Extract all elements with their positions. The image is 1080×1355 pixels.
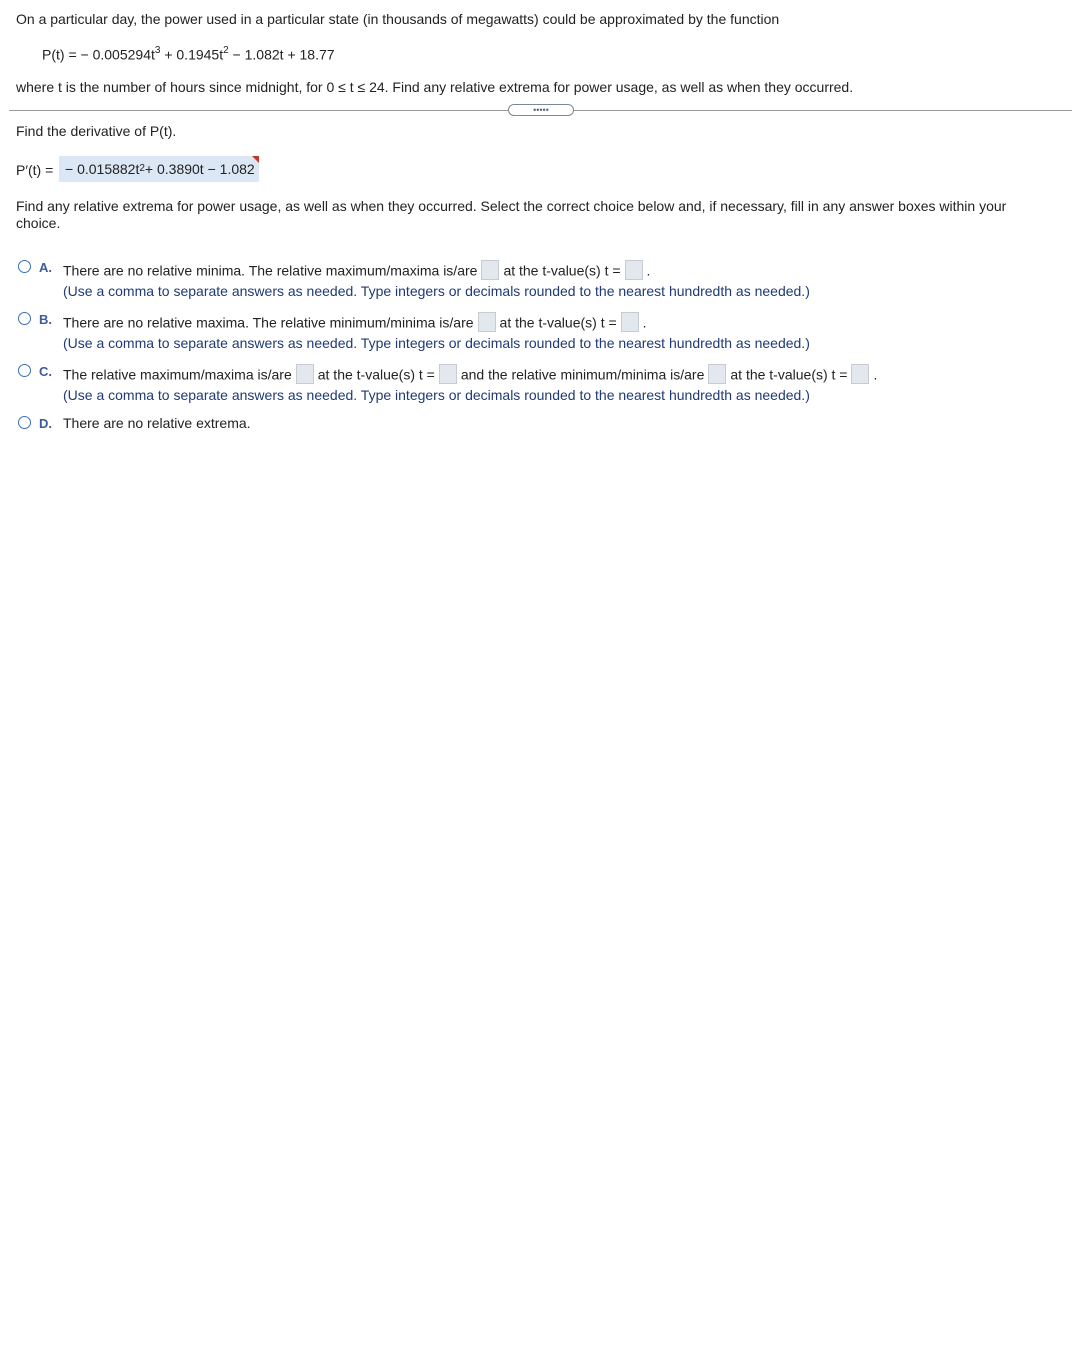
choice-a-hint: (Use a comma to separate answers as needed. Type integers or decimals rounded to the nearest hundredth as needed.)	[63, 283, 810, 299]
derivative-exp1: 2	[139, 162, 145, 174]
function-equation	[42, 46, 335, 63]
where-text: where t is the number of hours since midnight, for 0 ≤ t ≤ 24. Find any relative extrema for power usage, as well as when they occurred.	[16, 79, 854, 95]
choice-b-text3: .	[642, 314, 647, 331]
choice-b-letter: B.	[39, 312, 52, 327]
choice-c-letter: C.	[39, 364, 52, 379]
choice-a-value-input[interactable]	[481, 260, 499, 280]
function-term3: − 1.082t + 18.77	[228, 46, 335, 63]
choice-b-text2: at the t-value(s) t =	[499, 314, 617, 331]
derivative-lhs: P′(t) =	[16, 162, 54, 178]
choice-c-text3: and the relative minimum/minima is/are	[460, 366, 705, 383]
choice-c-text	[63, 366, 877, 386]
choice-c-min-input[interactable]	[708, 364, 726, 384]
choice-b-radio[interactable]	[18, 312, 31, 325]
function-exp2: 2	[223, 45, 229, 56]
choice-d-letter: D.	[39, 416, 52, 431]
choice-a-text1: There are no relative minima. The relative maximum/maxima is/are	[63, 262, 478, 279]
choice-b-text	[63, 314, 647, 334]
choice-b-text1: There are no relative maxima. The relative minimum/minima is/are	[63, 314, 474, 331]
choice-a-text2: at the t-value(s) t =	[503, 262, 621, 279]
derivative-term1: − 0.015882t	[65, 161, 140, 177]
divider-handle[interactable]: •••••	[508, 104, 574, 116]
choice-c-text2: at the t-value(s) t =	[317, 366, 435, 383]
function-term1: − 0.005294t	[80, 46, 155, 63]
choice-c-radio[interactable]	[18, 364, 31, 377]
choice-c-max-input[interactable]	[296, 364, 314, 384]
choice-a-text	[63, 262, 650, 282]
derivative-prompt: Find the derivative of P(t).	[16, 123, 177, 139]
intro-text: On a particular day, the power used in a particular state (in thousands of megawatts) could be approximated by the function	[16, 11, 780, 27]
choice-a-text3: .	[646, 262, 651, 279]
choice-a-radio[interactable]	[18, 260, 31, 273]
choice-c-text5: .	[873, 366, 878, 383]
extrema-prompt-line1: Find any relative extrema for power usage, as well as when they occurred. Select the correct choice below and, if necessary, fill in any answer boxes within your	[16, 198, 1007, 214]
choice-d-radio[interactable]	[18, 416, 31, 429]
choice-c-hint: (Use a comma to separate answers as needed. Type integers or decimals rounded to the nearest hundredth as needed.)	[63, 387, 810, 403]
choice-c-max-t-input[interactable]	[439, 364, 457, 384]
choice-d-text: There are no relative extrema.	[63, 415, 251, 431]
choice-c-min-t-input[interactable]	[851, 364, 869, 384]
choice-a-t-input[interactable]	[625, 260, 643, 280]
extrema-prompt-line2: choice.	[16, 215, 61, 231]
choice-b-value-input[interactable]	[478, 312, 496, 332]
choice-a-letter: A.	[39, 260, 52, 275]
function-lhs: P(t) =	[42, 46, 77, 63]
choice-c-text1: The relative maximum/maxima is/are	[63, 366, 292, 383]
function-term2: + 0.1945t	[160, 46, 224, 63]
derivative-answer-box[interactable]	[59, 156, 259, 182]
correction-flag-icon	[252, 156, 259, 163]
choice-c-text4: at the t-value(s) t =	[730, 366, 848, 383]
derivative-term2: + 0.3890t − 1.082	[144, 161, 255, 177]
function-exp1: 3	[154, 45, 161, 56]
choice-b-hint: (Use a comma to separate answers as needed. Type integers or decimals rounded to the nearest hundredth as needed.)	[63, 335, 810, 351]
choice-b-t-input[interactable]	[621, 312, 639, 332]
